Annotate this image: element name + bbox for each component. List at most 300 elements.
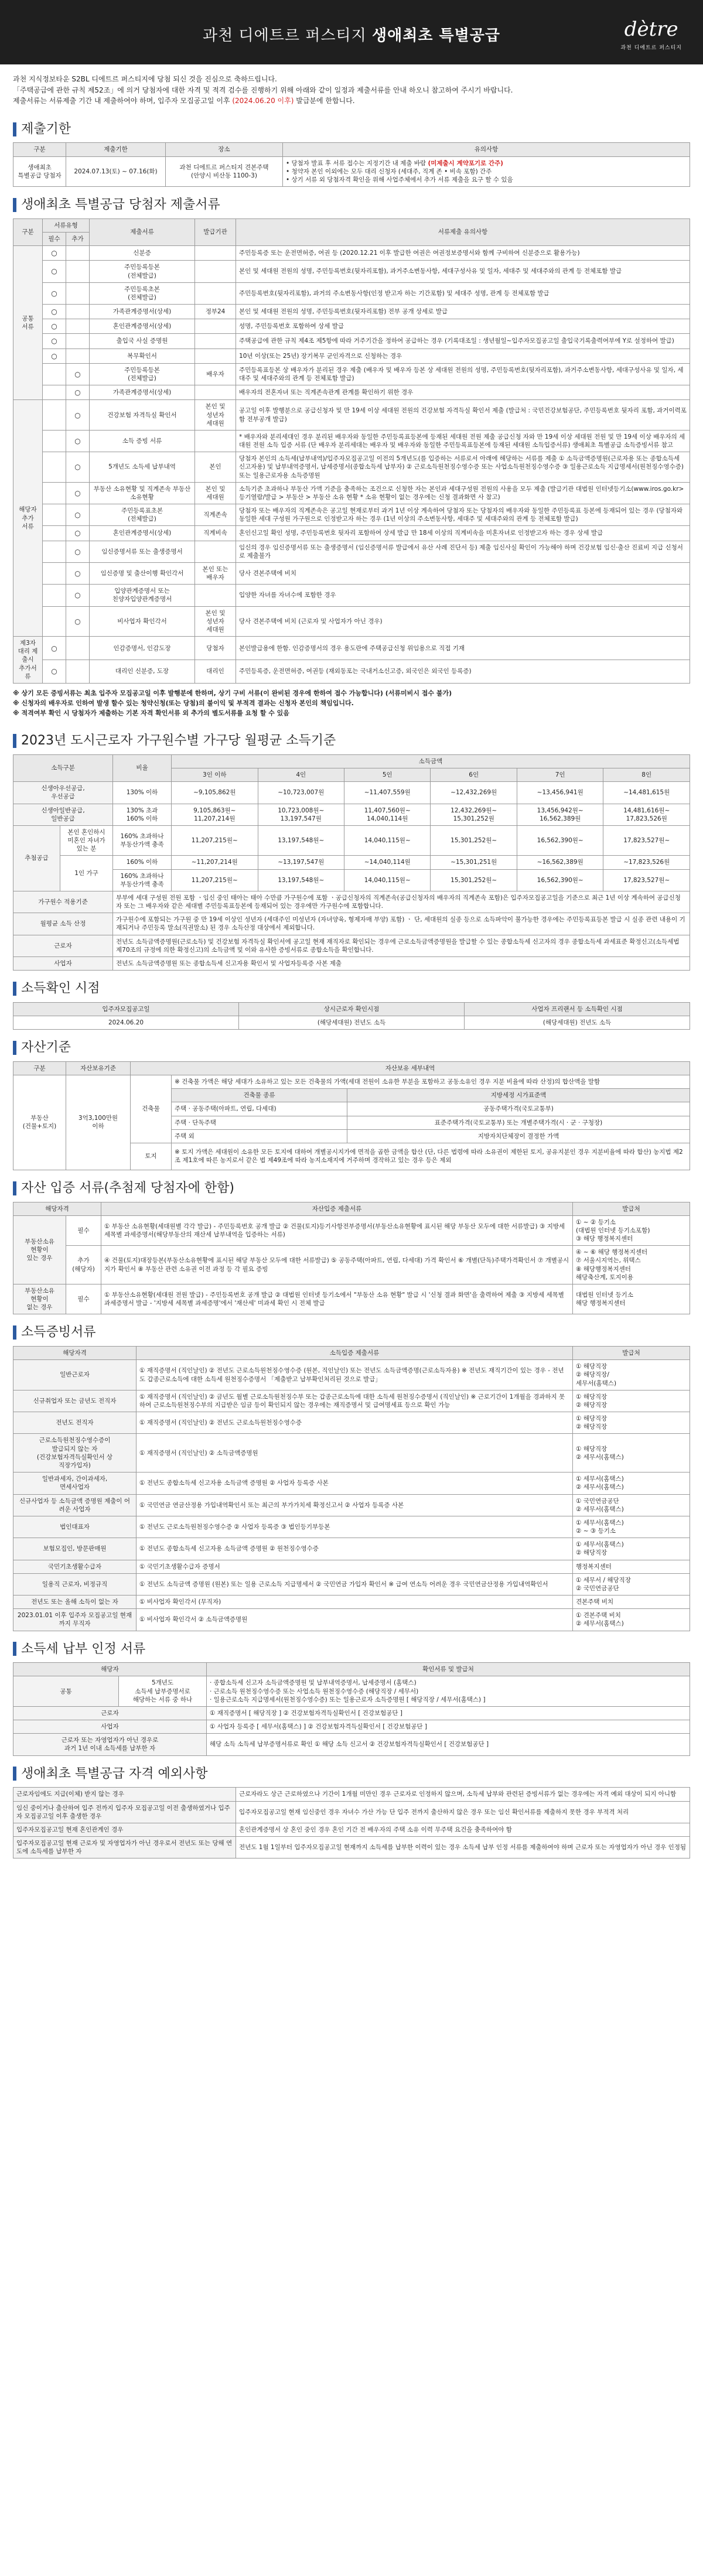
document-name: 5개년도 소득세 납부내역 [90,452,195,483]
document-note: 임신의 경우 임신증명서류 또는 출생증명서 (임신증명서류 발급에서 유산 사례 진단서 등) 제출 임신사실 확인이 가능해야 하며 건강보험 임신·출산 진료비 지급 신청서로 제출불가 [236,541,690,562]
th-household: 6인 [431,768,517,782]
optional-mark [66,282,90,304]
intro-line-3-suffix: 발급분에 한합니다. [296,97,355,105]
documents-note: ※ 신청자의 배우자로 인하여 발생 할수 있는 청약신청(또는 당첨)의 불이익 및 부적격 결과는 신청자 본인의 책임입니다. [13,699,354,708]
asset-kind: 필수 [66,1284,101,1314]
section-income-docs-title [0,1314,703,1346]
info-label: 월평균 소득 산정 [13,913,113,935]
income-value: 16,562,390원~ [517,869,603,891]
tax-docs: 해당 소득 소득세 납부증명서류로 확인 ① 해당 소득 신고서 ② 건강보험자격득실확인서 [ 건강보험공단 ] [207,1734,690,1755]
table-row [13,1837,690,1858]
optional-mark: ○ [66,562,90,584]
th-household: 8인 [603,768,690,782]
th-income-docs: 소득입증 제출서류 [136,1347,573,1360]
exception-case: 입주자모집공고일 현재 근로자 및 자영업자가 아닌 경우로서 전년도 또는 당해 연도에 소득세를 납부한 자 [13,1837,236,1858]
optional-mark [66,319,90,334]
issuer: 본인 및 성년자 세대원 [195,400,236,431]
document-name: 가족관계증명서(상세) [90,305,195,319]
table-row [13,541,690,562]
section-asset-docs-title [0,1170,703,1202]
asset-table [13,1061,690,1170]
section-bar-icon [13,122,16,136]
income-value: 14,040,115원~ [344,869,430,891]
optional-mark: ○ [66,452,90,483]
th-income-who: 해당자격 [13,1347,136,1360]
section-income-time-title [0,971,703,1002]
asset-category: 부동산 (건물+토지) [13,1075,66,1170]
optional-mark [66,246,90,261]
income-who: 전년도 또는 올해 소득이 없는 자 [13,1596,136,1609]
document-note: 소득기준 초과하나 부동산 가액 기준을 충족하는 조건으로 신청한 자는 본인과 세대구성원 전원의 사용을 모두 제출 (발급기관 대법원 인터넷등기소(www.iros.go.kr> 등기열람/발급 > 부동산 > 부동산 소유 현황 * 소유 현황이 없는 경우에는 신청 결과화면 사 참고) [236,482,690,504]
section-title-text: 생애최초 특별공급 자격 예외사항 [21,1766,208,1781]
income-issuer: ① 세무서 / 해당직장 ② 국민연금공단 [573,1573,690,1595]
table-row [13,246,690,261]
issuer: 직계비속 [195,526,236,541]
document-name: 부동산 소유현황 및 직계존속 부동산 소유현황 [90,482,195,504]
income-issuer: 행정복지센터 [573,1560,690,1573]
document-note: 성명, 주민등록번호 포함하여 상세 발급 [236,319,690,334]
th-income-cat: 소득구분 [13,754,113,781]
required-mark: ○ [43,637,66,660]
exception-desc: 근로자라도 상근 근로하였으나 기간이 1개월 미만인 경우 근로자로 인정하지 않으며, 소득세 납부와 관련된 증빙서류가 없는 경우에는 자격 예외 대상이 되지 아니함 [236,1788,690,1801]
table-row [13,349,690,363]
info-text: 부부에 세대 구성원 전원 포함 ㆍ임신 중인 태아는 태아 수만큼 가구원수에 포함 ㆍ공급신청자의 직계존속(공급신청자의 배우자의 직계존속 포함)은 입주자모집공고일을 기준으로 최근 1년 이상 계속하여 공급신청자 또는 그 배우자와 같은 세대별 주민등록표등본에 등재되어 있는 경우에만 가구원수에 포함합니다. [113,891,690,913]
income-value: ~10,723,007원 [258,782,344,804]
required-mark [43,385,66,400]
document-name: 소득 증빙 서류 [90,430,195,452]
section-bar-icon [13,1325,16,1340]
optional-mark: ○ [66,541,90,562]
income-issuer: ① 국민연금공단 ② 세무서(홈택스) [573,1494,690,1516]
document-name: 주민등록초본 (전체발급) [90,282,195,304]
page-title [0,26,703,46]
info-label: 가구원수 적용기준 [13,891,113,913]
section-title-text: 자산기준 [21,1040,71,1055]
document-name: 주민등록등본 (전체발급) [90,363,195,385]
intro [0,64,703,111]
asset-docs-table [13,1202,690,1315]
row-group: 해당자 추가 서류 [13,400,43,637]
optional-mark: ○ [66,385,90,400]
income-docs: ① 전년도 소득금액 증명원 (원본) 또는 일용 근로소득 지급명세서 ② 국민연금 가입자 확인서 ※ 급여 연소득 어려운 경우 국민연금산정용 가입내역확인서 [136,1573,573,1595]
income-value: 11,407,560원~ 14,040,114원 [344,804,430,825]
asset-who: 부동산소유 현황이 없는 경우 [13,1284,66,1314]
income-who: 보험모집인, 방문판매원 [13,1538,136,1560]
issuer [195,282,236,304]
th-doc: 제출서류 [90,218,195,245]
required-mark [43,562,66,584]
exception-desc: 혼인관계증명서 상 혼인 중인 경우 혼인 기간 전 배우자의 주택 소유 이력 무주택 요건을 충족하여야 함 [236,1823,690,1836]
asset-docs: ④ 건물(토지)대장등본(부동산소유현황에 표시된 해당 부동산 모두에 대한 서류발급) ⑤ 공동주택(아파트, 연립, 다세대) 가격 확인서 ⑥ 개별(단독)주택가격확인서 ⑦ 개별공시지가 확인서 ⑧ 부동산 관련 소유권 이전 과정 등 각 필요 증빙 [101,1246,573,1284]
income-value: 13,197,548원~ [258,825,344,856]
documents-note: ※ 적격여부 확인 시 당첨자가 제출하는 기본 자격 확인서류 외 추가의 별도서류를 요청 할 수 있음 [13,709,289,718]
income-issuer: ① 해당직장 ② 해당직장 [573,1390,690,1412]
section-deadline-title [0,111,703,143]
table-row [13,1720,690,1734]
income-value: 9,105,863원~ 11,207,214원 [172,804,258,825]
table-row [13,482,690,504]
income-who: 신규취업자 또는 금년도 전직자 [13,1390,136,1412]
exceptions-table [13,1787,690,1858]
document-name: 신분증 [90,246,195,261]
optional-mark: ○ [66,585,90,606]
income-category: 신생아일반공급, 일반공급 [13,804,113,825]
exception-case: 근로자임에도 지급(이체) 받지 않는 경우 [13,1788,236,1801]
building-note: ※ 건축물 가액은 해당 세대가 소유하고 있는 모든 건축물의 가액(세대 전원이 소유한 부분을 포함하고 공동소유인 경우 지분 비율에 따라 산정)의 합산액을 말함 [172,1075,690,1088]
document-name: 혼인관계증명서(상세) [90,319,195,334]
building-basis: 공동주택가격(국토교통부) [347,1102,690,1116]
table-row [13,305,690,319]
tax-docs: ① 사업자 등록증 [ 세무서(홈택스) ] ② 건강보험자격득실확인서 [ 건강보험공단 ] [207,1720,690,1734]
income-docs: ① 전년도 종합소득세 신고자용 소득금액 증명원 ② 사업자 등록증 사본 [136,1473,573,1494]
table-row [13,891,690,913]
table-row [13,1360,690,1391]
section-title-text: 소득확인 시점 [21,981,100,996]
section-exception-title [0,1756,703,1788]
document-note: 당첨자 본인의 소득세(납부내역)/입주자모집공고일 이전의 5개년도(를 입증하는 서류로서 아래에 해당하는 서류를 제출 ① 소득금액증명원(근로자용 또는 종합소득세 신고자용) 및 납부내역증명서, 납세증명서(종합소득세 납부자) ② 근로소득원천징수영수증 또는 사업소득원천징수영수증 ③ 일용근로소득 지급명세서(원천징수영수증) 또는 일용근로자용 소득증명원 [236,452,690,483]
tax-who: 근로자 [13,1706,207,1720]
th-note: 서류제출 유의사항 [236,218,690,245]
issuer: 정부24 [195,305,236,319]
issuer [195,349,236,363]
income-value: ~14,040,114원 [344,856,430,869]
required-mark: ○ [43,349,66,363]
optional-mark [66,305,90,319]
income-value: 16,562,390원~ [517,825,603,856]
intro-line-3-date: (2024.06.20 이후) [232,97,294,105]
income-value: ~12,432,269원 [431,782,517,804]
brand-logo [620,16,682,52]
income-info-table [13,891,690,971]
income-subcategory: 본인 혼인하시 미혼인 자녀가 있는 분 [60,825,113,856]
income-docs: ① 국민연금 연금산정용 가입내역확인서 또는 최근의 부가가치세 확정신고서 ② 사업자 등록증 사본 [136,1494,573,1516]
section-documents-title [0,187,703,218]
income-docs: ① 전년도 종합소득세 신고자용 소득금액 증명원 ② 원천징수영수증 [136,1538,573,1560]
asset-who: 부동산소유 현황이 있는 경우 [13,1215,66,1284]
income-issuer: ① 해당직장 ② 세무서(홈택스) [573,1434,690,1473]
income-who: 국민기초생활수급자 [13,1560,136,1573]
table-row [13,452,690,483]
document-note: 입양한 자녀를 자녀수에 포함한 경우 [236,585,690,606]
asset-issuer: 대법원 인터넷 등기소 해당 행정복지센터 [573,1284,690,1314]
th-tax-who: 해당자 [13,1663,207,1676]
table-row [13,1412,690,1434]
income-value: ~9,105,862원 [172,782,258,804]
table-row [13,869,690,891]
document-note: 주민등록번호(뒷자리포함), 과거의 주소변동사항(인정 받고자 하는 기간포함) 및 세대주 성명, 관계 등 전체포함 발급 [236,282,690,304]
optional-mark: ○ [66,526,90,541]
income-value: 17,823,527원~ [603,869,690,891]
building-basis: 표준주택가격(국토교통부) 또는 개별주택가격(시 · 군 · 구청장) [347,1116,690,1129]
income-who: 근로소득원천징수영수증이 발급되지 않는 자 (건강보험자격득실확인서 상 직장가입자) [13,1434,136,1473]
intro-line-3 [13,95,690,107]
logo-sub: 과천 디에트르 퍼스티지 [620,45,682,51]
document-note: 주택공급에 관한 규칙 제4조 제5항에 따라 거주기간을 정하여 공급하는 경우 (기록대조일 : 생년월일~입주자모집공고일 출입국기록출력여부에 Y로 설정하여 발급) [236,334,690,349]
business-time: (해당세대원) 전년도 소득 [465,1016,690,1029]
intro-line-3-prefix: 제출서류는 서류제출 기간 내 제출하여야 하며, 입주자 모집공고일 이후 [13,97,230,105]
title-main: 생애최초 특별공급 [371,27,500,45]
income-docs: ① 국민기초생활수급자 증명서 [136,1560,573,1573]
document-name: 주민등록표초본 (전체발급) [90,504,195,526]
section-asset-title [0,1030,703,1061]
required-mark [43,504,66,526]
table-row [13,1284,690,1314]
income-value: 13,456,942원~ 16,562,389원 [517,804,603,825]
table-row [13,1434,690,1473]
table-row [13,1215,690,1246]
asset-issuer: ④ ~ ⑥ 해당 행정복지센터 ⑦ 서울시지역는, 위택스 ⑧ 해당행정복지센터 해당축산계, 토지이용 [573,1246,690,1284]
deadline-note: • 청약자 본인 이외에는 모두 대리 신청자 (세대주, 직계 존 • 비속 포함) 간주 [286,168,492,175]
exception-case: 임신 중이거나 출산하여 입주 전까지 입주자 모집공고일 이전 출생하였거나 입주자 모집공고일 이후 출생한 경우 [13,1801,236,1823]
income-docs: ① 재직증명서 (직인날인) ② 전년도 근로소득원천징수영수증 (원본, 직인날인) 또는 전년도 소득금액증명(근로소득자용) ※ 전년도 재직기간이 있는 경우 - 전년도 갑종근로소득에 대한 소득세 원천징수증명서 「제출받고 납부확인처리된 것으로 발급」 [136,1360,573,1391]
required-mark: ○ [43,261,66,282]
documents-notes [0,684,703,723]
table-row [13,1788,690,1801]
intro-line-2: 「주택공급에 관한 규칙 제52조」에 의거 당첨자에 대한 자격 및 적격 검수를 진행하기 위해 아래와 같이 일정과 제출서류를 안내 하오니 참고하여 주시기 바랍니다. [13,86,513,94]
income-value: 17,823,527원~ [603,825,690,856]
optional-mark [66,660,90,684]
tax-who: 사업자 [13,1720,207,1734]
exception-desc: 입주자모집공고일 현재 임신중인 경우 자녀수 가산 가능 단 입주 전까지 출산하지 않은 경우 또는 임신 확인서류를 제출하지 못한 경우 부적격 처리 [236,1801,690,1823]
header-bar [0,0,703,64]
table-row [13,913,690,935]
worker-time: (해당세대원) 전년도 소득 [239,1016,465,1029]
required-mark [43,585,66,606]
tax-docs-table [13,1662,690,1755]
document-note: 배우자의 전혼자녀 또는 직계존속관계 관계를 확인하기 위한 경우 [236,385,690,400]
th-asset-limit: 자산보유기준 [66,1061,131,1075]
th-household: 7인 [517,768,603,782]
income-issuer: ① 해당직장 ② 해당직장/ 세무서(홈택스) [573,1360,690,1391]
table-row [13,1390,690,1412]
info-label: 사업자 [13,956,113,970]
deadline-period: 2024.07.13(토) ~ 07.16(화) [66,156,166,187]
document-name: 가족관계증명서(상세) [90,385,195,400]
table-row [13,526,690,541]
income-value: ~15,301,251원 [431,856,517,869]
land-note: ※ 토지 가액은 세대원이 소유한 모든 토지에 대하여 개별공시지가에 면적을 곱한 금액을 합산 (단, 다른 법령에 따라 소유권이 제한된 토지, 공유지분인 경우 지분비율에 따라 합산) 농지법 제2조 제1호에 따른 농지로서 같은 법 제49조에 따라 농지소재지에 거주하며 경작하고 있는 경우 등은 제외 [172,1143,690,1170]
income-issuer: ① 해당직장 ② 해당직장 [573,1412,690,1434]
required-mark [43,452,66,483]
documents-table [13,218,690,684]
info-text: 가구원수에 포함되는 가구원 중 만 19세 이상인 성년자 (세대주인 미성년자 (자녀양육, 형제자매 부양) 포함) ㆍ 단, 세대원의 실종 등으로 소득파악이 불가능한 경우에는 주민등록표등본 발급 시 실종 관련 내용이 기재되거나 주민등록 말소(직권말소) 된 경우 소득산정 대상에서 제외합니다. [113,913,690,935]
asset-kind: 추가 (해당자) [66,1246,101,1284]
table-row [13,1560,690,1573]
th-group: 구분 [13,218,43,245]
document-note: 본인 및 세대원 전원의 성명, 주민등록번호(뒷자리포함) 전부 공개 상세로 발급 [236,305,690,319]
exception-case: 입주자모집공고일 현재 혼인관계인 경우 [13,1823,236,1836]
income-issuer: 견본주택 비치 [573,1596,690,1609]
table-row [13,400,690,431]
deadline-type: 생애최초 특별공급 당첨자 [13,156,66,187]
document-note: * 배우자와 분리세대인 경우 분리된 배우자와 동일한 주민등록표등본에 등재된 세대원 전원 제출 공급신청 자와 만 19세 이상 세대원 전원 및 만 19세 이상 배우자의 세대원 전원 소득 입증 서류 (단 배우자 분리세대는 배우자 및 배우자와 동일한 주민등록표등본에 등재된 세대원 소득입증서류) 생애최초 특별공급 소득증빙서류 참고 [236,430,690,452]
building-type: 주택 · 공동주택(아파트, 연립, 다세대) [172,1102,347,1116]
section-title-text: 생애최초 특별공급 당첨자 제출서류 [21,197,220,213]
optional-mark [66,334,90,349]
table-row [13,334,690,349]
deadline-place: 과천 디에트르 퍼스티지 견본주택 (안양시 비산동 1100-3) [166,156,283,187]
th-type: 구분 [13,143,66,156]
income-docs-table [13,1346,690,1631]
document-name: 인감증명서, 인감도장 [90,637,195,660]
section-bar-icon [13,198,16,212]
th-income-issuer: 발급처 [573,1347,690,1360]
document-note: 본인 및 세대원 전원의 성명, 주민등록번호(뒷자리포함), 과거주소변동사항, 세대구성사유 및 일자, 세대주 및 세대주와의 관계 등 전체포함 발급 [236,261,690,282]
th-asset-issuer: 발급처 [573,1202,690,1215]
th-business-time: 사업자 프리랜서 등 소득확인 시점 [465,1002,690,1016]
income-who: 전년도 전직자 [13,1412,136,1434]
document-note: 당사 견본주택에 비치 [236,562,690,584]
row-group: 제3자 대리 제출시 추가서류 [13,637,43,684]
required-mark: ○ [43,334,66,349]
building-type: 주택 외 [172,1129,347,1143]
deadline-notes [283,156,690,187]
table-row [13,319,690,334]
section-title-text: 자산 입증 서류(추첨제 당첨자에 한함) [21,1180,234,1195]
income-issuer: ① 세무서(홈택스) ② ~ ③ 등기소 [573,1516,690,1538]
issuer: 본인 또는 배우자 [195,562,236,584]
issuer [195,261,236,282]
table-row [13,1573,690,1595]
th-asset-who: 해당자격 [13,1202,101,1215]
info-label: 근로자 [13,935,113,956]
th-optional: 추가 [66,233,90,246]
required-mark: ○ [43,319,66,334]
income-value: 11,207,215원~ [172,869,258,891]
issuer [195,385,236,400]
income-value: ~13,197,547원 [258,856,344,869]
optional-mark: ○ [66,504,90,526]
table-row [13,825,690,856]
row-group: 공통 서류 [13,246,43,400]
issuer: 대리인 [195,660,236,684]
income-ratio: 130% 이하 [113,782,172,804]
th-household: 5인 [344,768,430,782]
th-notice-date: 입주자모집공고일 [13,1002,239,1016]
table-row [13,585,690,606]
optional-mark [66,261,90,282]
th-asset-docs: 자산입증 제출서류 [101,1202,573,1215]
section-tax-title [0,1631,703,1663]
table-row [13,1246,690,1284]
document-name: 주민등록등본 (전체발급) [90,261,195,282]
income-time-table [13,1002,690,1030]
income-issuer: ① 견본주택 비치 ② 세무서(홈택스) [573,1609,690,1631]
income-value: ~11,207,214원 [172,856,258,869]
section-bar-icon [13,1642,16,1656]
required-mark [43,606,66,637]
section-bar-icon [13,734,16,748]
optional-mark: ○ [66,482,90,504]
table-row [13,1706,690,1720]
income-docs: ① 재직증명서 (직인날인) ② 소득금액증명원 [136,1434,573,1473]
th-place: 장소 [166,143,283,156]
required-mark: ○ [43,282,66,304]
table-row [13,660,690,684]
required-mark [43,541,66,562]
table-row [13,1801,690,1823]
income-table [13,754,690,891]
th-issuer: 발급기관 [195,218,236,245]
table-row [13,935,690,956]
issuer: 본인 [195,452,236,483]
income-who: 법인대표자 [13,1516,136,1538]
document-name: 임신증명 및 출산이행 확인각서 [90,562,195,584]
income-value: 14,481,616원~ 17,823,526원 [603,804,690,825]
income-value: ~16,562,389원 [517,856,603,869]
income-value: 10,723,008원~ 13,197,547원 [258,804,344,825]
required-mark: ○ [43,660,66,684]
exception-desc: 전년도 1월 1일부터 입주자모집공고일 현재까지 소득세를 납부한 이력이 있는 경우 소득세 납부 인정 서류를 제출하여야 하며 근로자 또는 자영업자가 아닌 경우 인정됨 [236,1837,690,1858]
document-name: 혼인관계증명서(상세) [90,526,195,541]
income-issuer: ① 세무서(홈택스) ② 세무서(홈택스) [573,1473,690,1494]
document-note: 주민등록증, 운전면허증, 여권등 (재외동포는 국내거소신고증, 외국인은 외국인 등록증) [236,660,690,684]
income-category: 신생아우선공급, 우선공급 [13,782,113,804]
optional-mark [66,349,90,363]
table-row [13,637,690,660]
income-value: ~13,456,941원 [517,782,603,804]
th-household: 3인 이하 [172,768,258,782]
th-notes: 유의사항 [283,143,690,156]
optional-mark: ○ [66,430,90,452]
tax-who: 공통 [13,1676,119,1707]
document-name: 출입국 사실 증명원 [90,334,195,349]
document-name: 대리인 신분증, 도장 [90,660,195,684]
document-note: 당사 견본주택에 비치 (근로자 및 사업자가 아닌 경우) [236,606,690,637]
required-mark [43,400,66,431]
document-note: 주민등록표등본 상 배우자가 분리된 경우 제출 (배우자 및 배우자 등본 상 세대원 전원의 성명, 주민등록번호(뒷자리포함), 과거주소변동사항, 세대구성사유 및 일자, 세대주 및 세대주와의 관계 등 전체포함 발급) [236,363,690,385]
document-note: 공고일 이후 발행분으로 공급신청자 및 만 19세 이상 세대원 전원의 건강보험 자격득실 확인서 제출 (발급처 : 국민건강보험공단, 주민등록번호 뒷자리 포함, 과거이력포함 전부공개 발급) [236,400,690,431]
income-value: 13,197,548원~ [258,869,344,891]
required-mark [43,363,66,385]
document-note: 당첨자 또는 배우자의 직계존속은 공고일 현재로부터 과거 1년 이상 계속하여 당첨자 또는 당첨자의 배우자와 동일한 주민등록표 등본에 등재되어 있는 경우 (당첨자와 동일한 세대 구성원 가구원으로 인정받고자 하는 경우 (1년 이상의 주소변동사항, 세대주 및 세대주와의 관계 등 전체포함 발급) [236,504,690,526]
table-row [13,856,690,869]
asset-docs: ① 부동산 소유현황(세대원별 각각 발급) - 주민등록번호 공개 발급 ② 건물(토지)등기사항전부증명서(부동산소유현황에 표시된 해당 부동산 모두에 대한 서류발급) ③ 지방세 세목별 과세증명서(해당부동산의 재산세 납부내역을 입증하는 서류) [101,1215,573,1246]
table-row [13,385,690,400]
th-asset-cat: 구분 [13,1061,66,1075]
income-value: 15,301,252원~ [431,825,517,856]
table-row [13,1494,690,1516]
income-value: 15,301,252원~ [431,869,517,891]
required-mark: ○ [43,305,66,319]
income-who: 일반과세자, 간이과세자, 면세사업자 [13,1473,136,1494]
section-bar-icon [13,1041,16,1055]
table-row [13,606,690,637]
required-mark [43,430,66,452]
optional-mark: ○ [66,400,90,431]
income-who: 신규사업자 등 소득금액 증명원 제출이 어려운 사업자 [13,1494,136,1516]
issuer: 본인 및 성년자 세대원 [195,606,236,637]
income-subcategory: 1인 가구 [60,856,113,891]
table-row [13,430,690,452]
table-row [13,1516,690,1538]
table-row [13,1734,690,1755]
document-name: 건강보험 자격득실 확인서 [90,400,195,431]
land-label: 토지 [131,1143,172,1170]
income-docs: ① 전년도 근로소득원천징수영수증 ② 사업자 등록증 ③ 법인등기부등본 [136,1516,573,1538]
income-docs: ① 비사업자 확인각서 ② 소득금액증명원 [136,1609,573,1631]
required-mark: ○ [43,246,66,261]
table-row [13,1609,690,1631]
section-bar-icon [13,1767,16,1781]
required-mark [43,482,66,504]
building-type-head: 건축물 종류 [172,1089,347,1102]
table-row [13,282,690,304]
table-row [13,1538,690,1560]
income-value: 12,432,269원~ 15,301,252원 [431,804,517,825]
table-row [13,1676,690,1707]
document-note: 혼인신고일 확인 성명, 주민등록번호 뒷자리 포함하여 상세 발급 만 18세 이상의 직계비속을 미혼자녀로 인정받고자 하는 경우 상세 발급 [236,526,690,541]
